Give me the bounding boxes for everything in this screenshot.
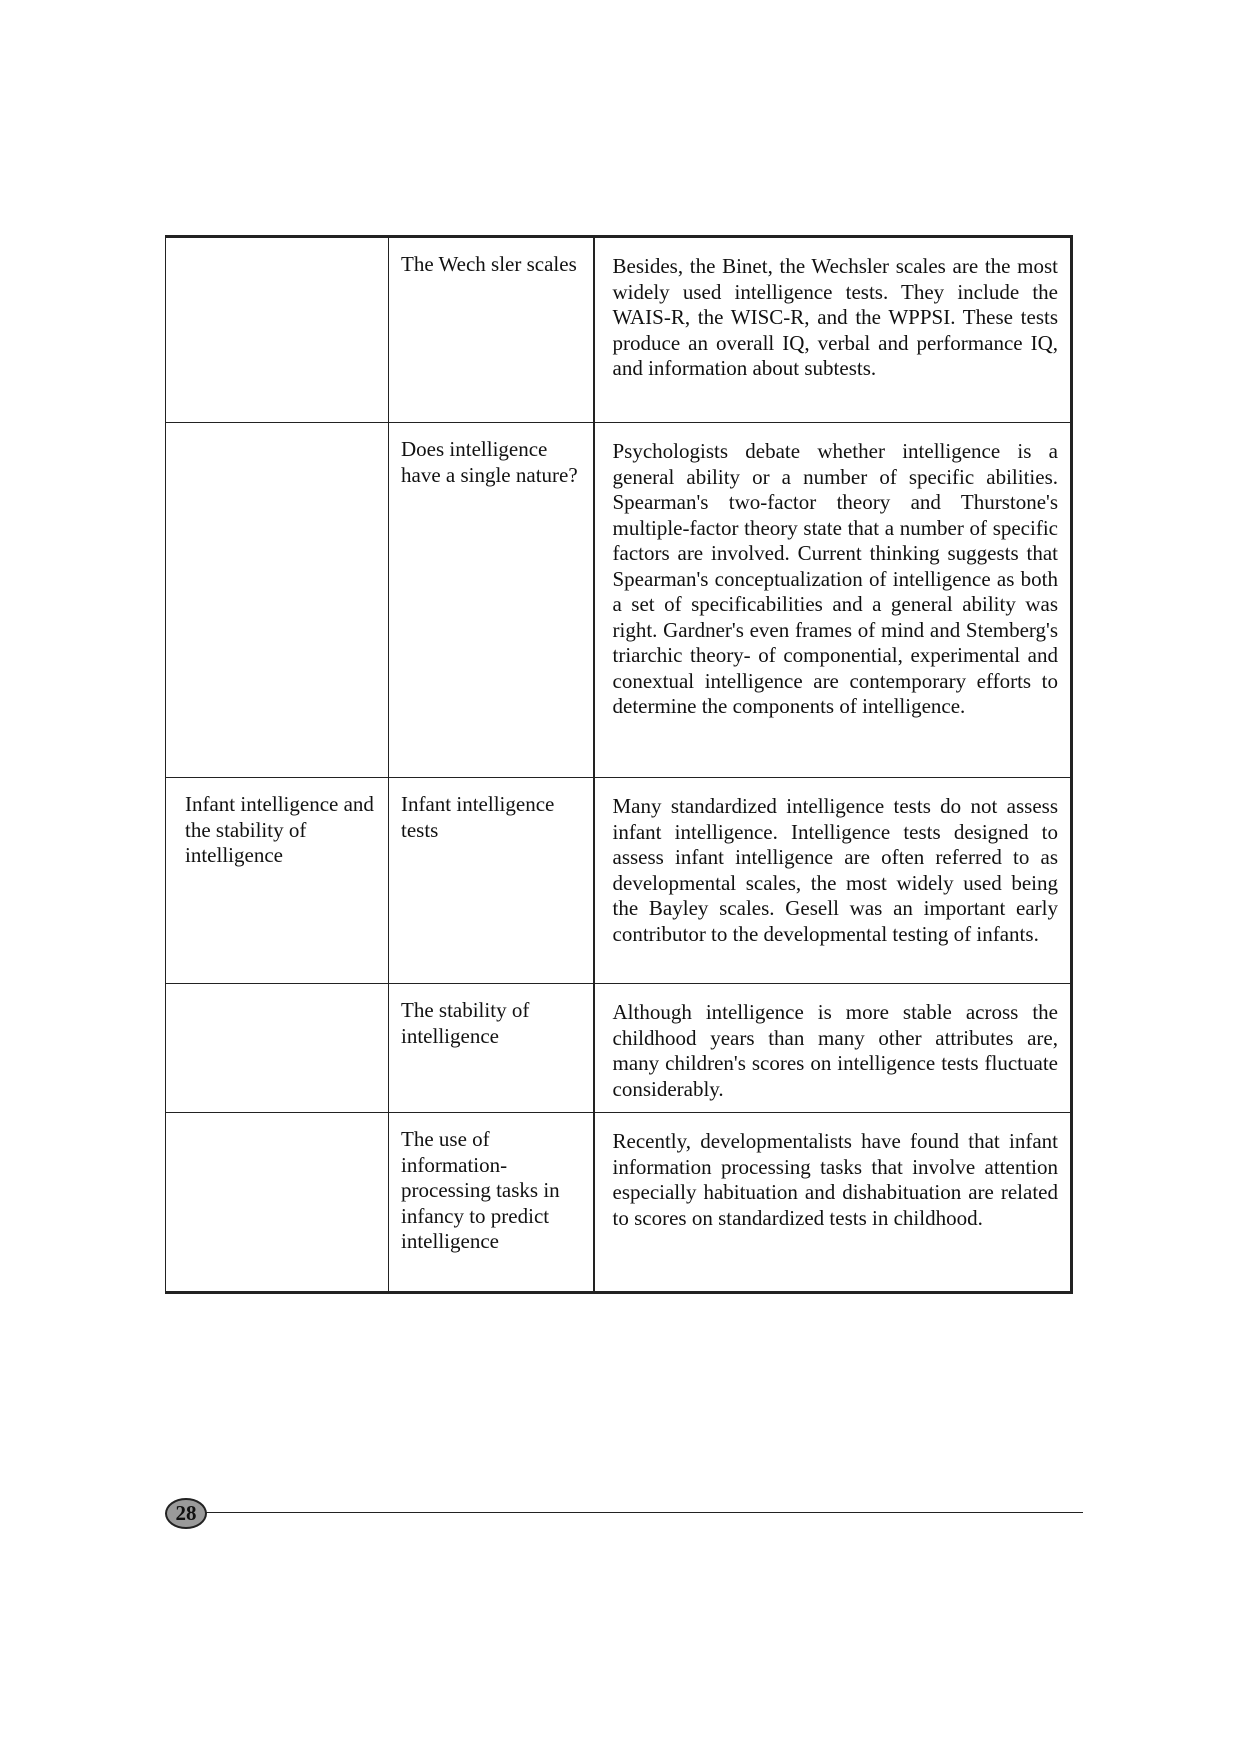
table-row bbox=[166, 423, 1072, 778]
page-number-badge: 28 bbox=[165, 1498, 207, 1529]
topic-cell bbox=[166, 1113, 389, 1293]
subtopic-cell: The Wech sler scales bbox=[389, 237, 594, 423]
table-row bbox=[166, 1113, 1072, 1293]
topic-cell bbox=[166, 984, 389, 1113]
table-row bbox=[166, 778, 1072, 984]
topic-cell bbox=[166, 423, 389, 778]
table-row bbox=[166, 984, 1072, 1113]
subtopic-cell: Does intelligence have a single nature? bbox=[389, 423, 594, 778]
page-footer bbox=[165, 1498, 1083, 1530]
description-cell: Besides, the Binet, the Wechsler scales are the most widely used intelligence tests. They include the WAIS-R, the WISC-R, and the WPPSI. These tests produce an overall IQ, verbal and performance IQ, and information about subtests. bbox=[594, 237, 1072, 423]
description-cell: Although intelligence is more stable across the childhood years than many other attributes are, many children's scores on intelligence tests fluctuate considerably. bbox=[594, 984, 1072, 1113]
description-cell: Many standardized intelligence tests do not assess infant intelligence. Intelligence tests designed to assess infant intelligence are often referred to as developmental scales, the most widely used being the Bayley scales. Gesell was an important early contributor to the developmental testing of infants. bbox=[594, 778, 1072, 984]
subtopic-cell: The stability of intelligence bbox=[389, 984, 594, 1113]
description-cell: Recently, developmentalists have found that infant information processing tasks that involve attention especially habituation and dishabituation are related to scores on standardized tests in childhood. bbox=[594, 1113, 1072, 1293]
topic-cell: Infant intelligence and the stability of intelligence bbox=[166, 778, 389, 984]
subtopic-cell: Infant intelligence tests bbox=[389, 778, 594, 984]
summary-table bbox=[165, 235, 1073, 1294]
topic-cell bbox=[166, 237, 389, 423]
table-row bbox=[166, 237, 1072, 423]
subtopic-cell: The use of information-processing tasks in infancy to predict intelligence bbox=[389, 1113, 594, 1293]
footer-rule bbox=[205, 1512, 1083, 1513]
description-cell: Psychologists debate whether intelligence is a general ability or a number of specific abilities. Spearman's two-factor theory and Thurstone's multiple-factor theory state that a number of specific factors are involved. Current thinking suggests that Spearman's conceptualization of intelligence as both a set of specificabilities and a general ability was right. Gardner's even frames of mind and Stemberg's triarchic theory- of componential, experimental and conextual intelligence are contemporary efforts to determine the components of intelligence. bbox=[594, 423, 1072, 778]
